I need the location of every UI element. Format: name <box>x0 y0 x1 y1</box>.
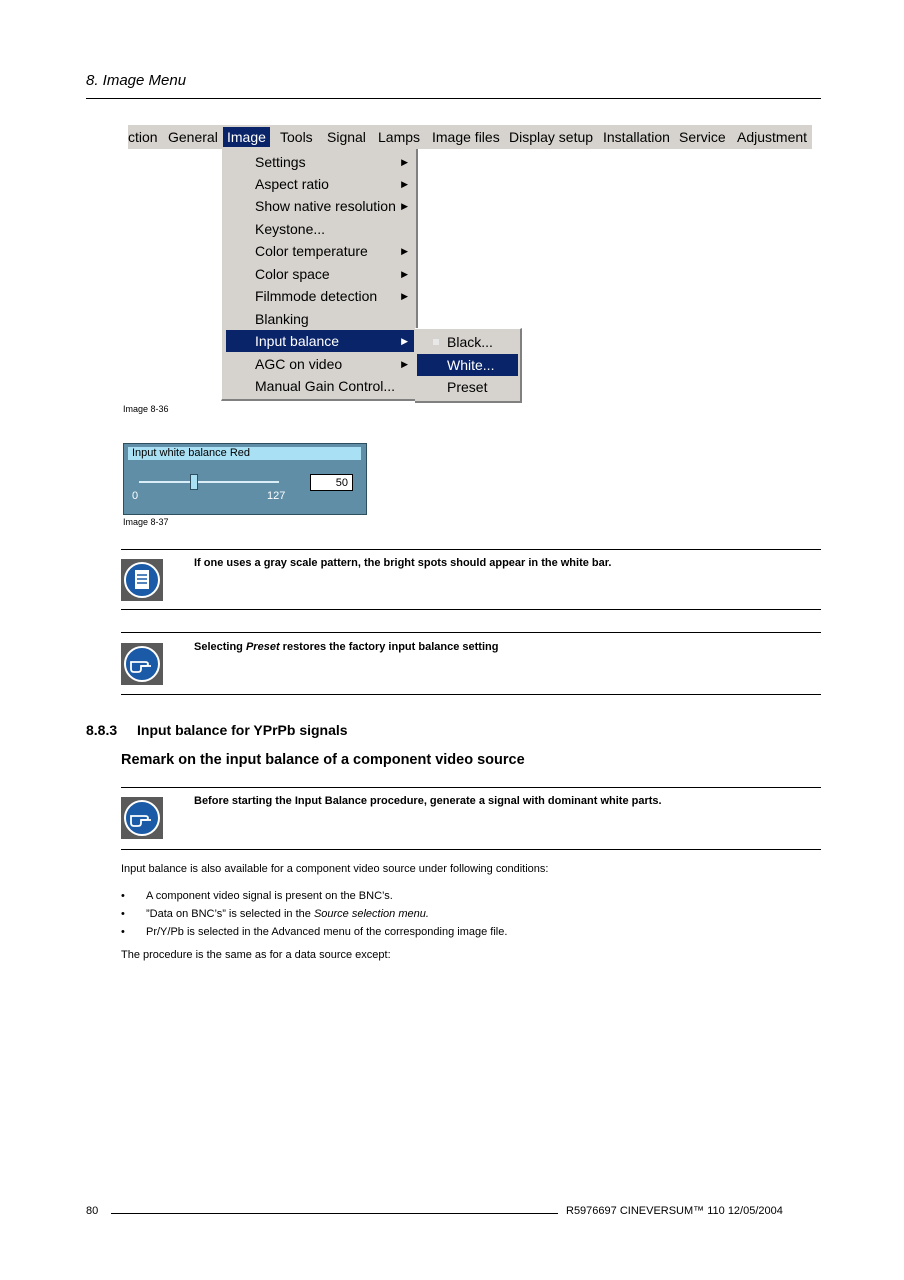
submenu-item-white[interactable]: White... <box>417 354 518 376</box>
section-subtitle: Remark on the input balance of a component video source <box>121 752 525 768</box>
pointing-hand-icon <box>121 643 163 685</box>
figure-caption: Image 8-37 <box>123 517 169 527</box>
menu-item-image[interactable]: Image <box>223 127 270 147</box>
menu-item-input-balance[interactable]: Input balance ▶ <box>226 330 414 352</box>
submenu-arrow-icon: ▶ <box>401 291 408 301</box>
submenu-arrow-icon: ▶ <box>401 157 408 167</box>
note-rule <box>121 609 821 610</box>
menu-item-manual-gain-control[interactable]: Manual Gain Control... <box>255 378 396 394</box>
menu-item-signal[interactable]: Signal <box>327 129 366 145</box>
note-text: Before starting the Input Balance procedure, generate a signal with dominant white parts. <box>194 795 662 807</box>
slider-min-label: 0 <box>132 490 139 502</box>
menu-item-blanking[interactable]: Blanking <box>255 311 309 327</box>
submenu-item-preset[interactable]: Preset <box>447 379 488 395</box>
submenu-arrow-icon: ▶ <box>401 269 408 279</box>
bullet-marker: • <box>121 908 125 920</box>
menu-item-keystone[interactable]: Keystone... <box>255 221 326 237</box>
menu-item-show-native-resolution[interactable]: Show native resolution ▶ <box>226 195 414 217</box>
input-balance-submenu <box>415 328 522 403</box>
submenu-item-black[interactable]: Black... <box>417 331 518 353</box>
menu-item-color-space[interactable]: Color space ▶ <box>226 263 414 285</box>
header-rule <box>86 98 821 99</box>
section-number: 8.8.3 <box>86 722 118 738</box>
note-text: Selecting Preset restores the factory input balance setting <box>194 641 499 653</box>
document-reference: R5976697 CINEVERSUM™ 110 12/05/2004 <box>566 1205 783 1217</box>
note-rule <box>121 787 821 788</box>
figure-caption: Image 8-36 <box>123 404 169 414</box>
menu-item-image-files[interactable]: Image files <box>432 129 500 145</box>
paragraph: The procedure is the same as for a data source except: <box>121 949 391 961</box>
note-rule <box>121 632 821 633</box>
slider-max-label: 127 <box>267 490 286 502</box>
paragraph: Input balance is also available for a component video source under following conditions: <box>121 863 549 875</box>
submenu-arrow-icon: ▶ <box>401 246 408 256</box>
menu-item-lamps[interactable]: Lamps <box>378 129 421 145</box>
value-field[interactable]: 50 <box>310 474 353 491</box>
note-rule <box>121 849 821 850</box>
note-rule <box>121 549 821 550</box>
bullet-marker: • <box>121 926 125 938</box>
note-rule <box>121 694 821 695</box>
pointing-hand-icon <box>121 797 163 839</box>
bullet-marker: • <box>121 890 125 902</box>
submenu-arrow-icon: ▶ <box>401 179 408 189</box>
note-text: If one uses a gray scale pattern, the bright spots should appear in the white bar. <box>194 557 612 569</box>
menu-item-settings[interactable]: Settings ▶ <box>226 151 414 173</box>
radio-indicator-icon <box>433 339 439 345</box>
menu-item-adjustment[interactable]: Adjustment <box>737 129 808 145</box>
dialog-title: Input white balance Red <box>128 447 361 460</box>
footer-rule <box>111 1213 558 1214</box>
document-note-icon <box>121 559 163 601</box>
chapter-title: 8. Image Menu <box>86 72 187 89</box>
bullet-item: Pr/Y/Pb is selected in the Advanced menu of the corresponding image file. <box>146 926 508 938</box>
menu-item-installation[interactable]: Installation <box>603 129 670 145</box>
section-title: Input balance for YPrPb signals <box>137 722 348 738</box>
bullet-item: ”Data on BNC’s” is selected in the Source selection menu. <box>146 908 429 920</box>
menu-item-aspect-ratio[interactable]: Aspect ratio ▶ <box>226 173 414 195</box>
image-dropdown-menu <box>221 149 418 401</box>
menu-item-display-setup[interactable]: Display setup <box>509 129 594 145</box>
bullet-item: A component video signal is present on the BNC’s. <box>146 890 393 902</box>
menu-bar <box>128 125 812 149</box>
slider-track[interactable] <box>139 481 279 483</box>
menu-item-service[interactable]: Service <box>679 129 726 145</box>
menu-item-general[interactable]: General <box>168 129 218 145</box>
submenu-arrow-icon: ▶ <box>401 359 408 369</box>
white-balance-dialog <box>123 443 367 515</box>
submenu-arrow-icon: ▶ <box>401 336 408 346</box>
submenu-arrow-icon: ▶ <box>401 201 408 211</box>
menu-item-filmmode-detection[interactable]: Filmmode detection ▶ <box>226 285 414 307</box>
page-number: 80 <box>86 1205 99 1217</box>
menu-item-tools[interactable]: Tools <box>280 129 313 145</box>
menu-item-ction[interactable]: ction <box>128 129 158 145</box>
menu-item-agc-on-video[interactable]: AGC on video ▶ <box>226 353 414 375</box>
slider-thumb[interactable] <box>190 474 198 490</box>
menu-item-color-temperature[interactable]: Color temperature ▶ <box>226 240 414 262</box>
